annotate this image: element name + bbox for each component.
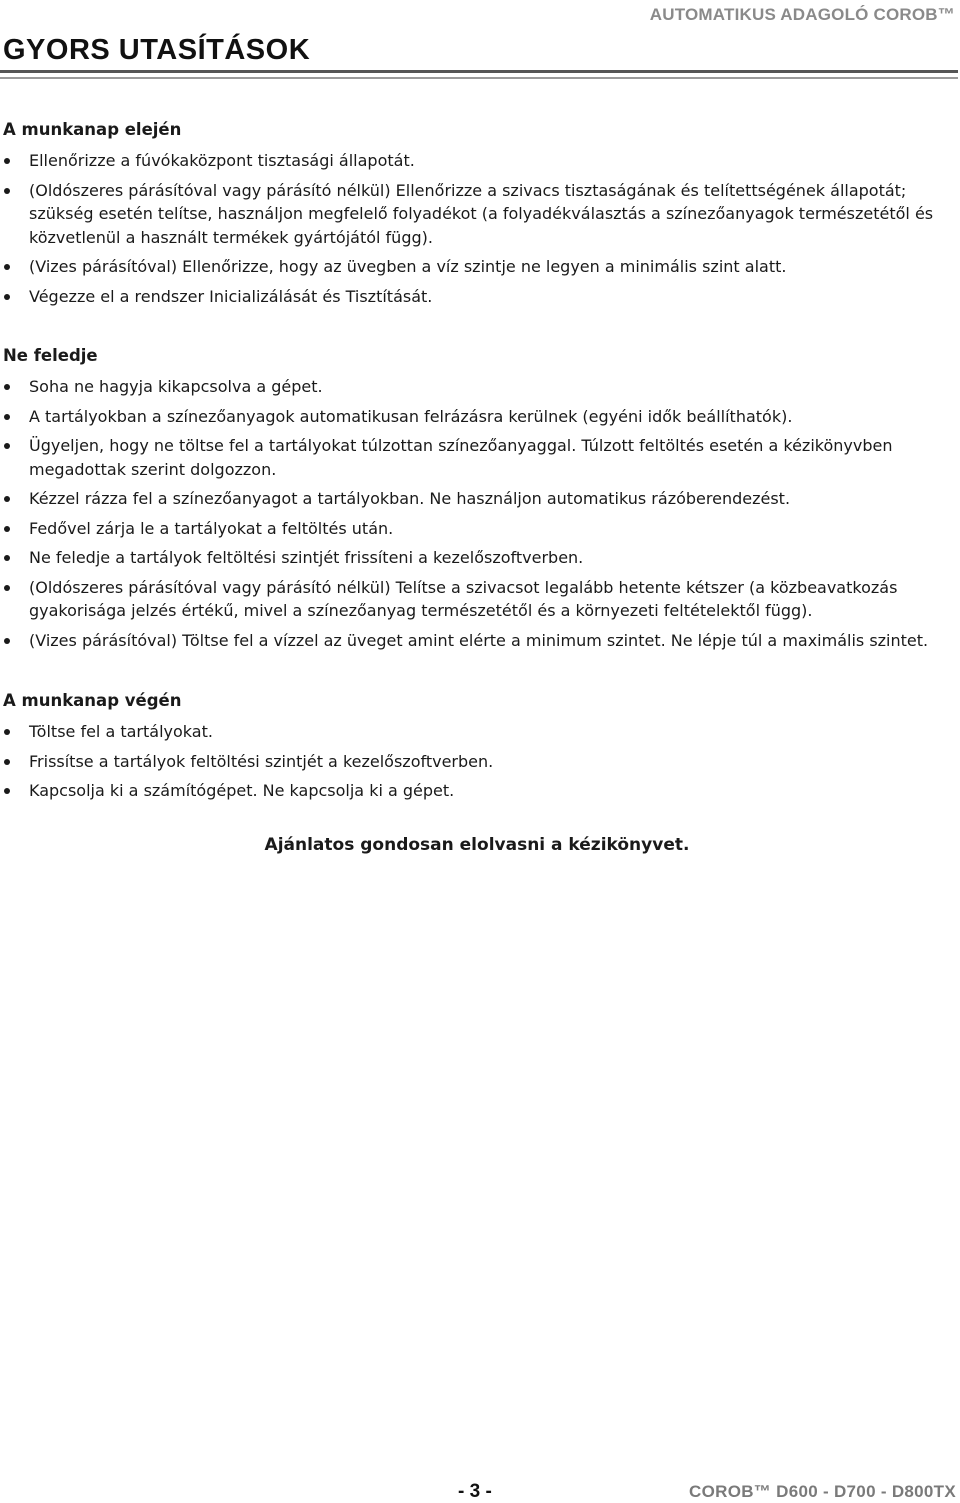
page-title: GYORS UTASÍTÁSOK xyxy=(3,34,311,66)
section-end-of-day xyxy=(3,689,957,803)
list-item-text: Töltse fel a tartályokat. xyxy=(29,722,213,741)
section-start-of-day xyxy=(3,118,957,308)
list-item-text: Ellenőrizze a fúvókaközpont tisztasági állapotát. xyxy=(29,151,415,170)
list-item xyxy=(3,434,957,481)
list-item xyxy=(3,255,957,279)
header-product-name: AUTOMATIKUS ADAGOLÓ COROB™ xyxy=(649,5,955,24)
header-divider-thin xyxy=(0,77,958,79)
list-item-text: Ügyeljen, hogy ne töltse fel a tartályokat túlzottan színezőanyaggal. Túlzott feltöltés esetén a kézikönyvben megadottak szerint dolgozzon. xyxy=(29,436,893,479)
list-item xyxy=(3,750,957,774)
list-item-text: (Vizes párásítóval) Töltse fel a vízzel az üveget amint elérte a minimum szintet. Ne lépje túl a maximális szintet. xyxy=(29,630,929,650)
list-item xyxy=(3,375,957,399)
footer-model: COROB™ D600 - D700 - D800TX xyxy=(689,1482,956,1501)
list-item xyxy=(3,517,957,541)
list-item-text: Kézzel rázza fel a színezőanyagot a tartályokban. Ne használjon automatikus rázóberendezést. xyxy=(29,489,791,508)
list-item xyxy=(3,405,957,429)
page-number: - 3 - xyxy=(458,1481,492,1502)
bullet-list xyxy=(3,149,957,308)
section-remember xyxy=(3,344,957,652)
list-item xyxy=(3,720,957,744)
bullet-list xyxy=(3,375,957,652)
bullet-list xyxy=(3,720,957,803)
list-item-text: (Oldószeres párásítóval vagy párásító nélkül) Telítse a szivacsot legalább hetente kétszer (a közbeavatkozás gyakorisága jelzés értékű, mivel a színezőanyag természetétől és a környezeti feltételektől függ). xyxy=(29,577,898,620)
list-item-text: Soha ne hagyja kikapcsolva a gépet. xyxy=(29,377,323,396)
list-item xyxy=(3,285,957,309)
list-item-text: (Vizes párásítóval) Ellenőrizze, hogy az üvegben a víz szintje ne legyen a minimális szint alatt. xyxy=(29,257,787,276)
header-divider-thick xyxy=(0,70,958,73)
list-item-text: A tartályokban a színezőanyagok automatikusan felrázásra kerülnek (egyéni idők beállíthatók). xyxy=(29,406,793,426)
list-item-text: Végezze el a rendszer Inicializálását és Tisztítását. xyxy=(29,286,433,306)
list-item-text: Frissítse a tartályok feltöltési szintjét a kezelőszoftverben. xyxy=(29,751,494,771)
list-item-text: Kapcsolja ki a számítógépet. Ne kapcsolja ki a gépet. xyxy=(29,781,455,800)
list-item xyxy=(3,576,957,623)
closing-note: Ajánlatos gondosan elolvasni a kézikönyvet. xyxy=(264,834,690,855)
section-heading: A munkanap végén xyxy=(3,691,182,710)
main-content xyxy=(3,118,957,855)
section-spacer xyxy=(3,314,957,344)
list-item xyxy=(3,546,957,570)
list-item-text: Ne feledje a tartályok feltöltési szintjét frissíteni a kezelőszoftverben. xyxy=(29,548,584,567)
list-item xyxy=(3,779,957,803)
list-item xyxy=(3,487,957,511)
list-item xyxy=(3,179,957,250)
section-spacer xyxy=(3,658,957,689)
list-item-text: Fedővel zárja le a tartályokat a feltöltés után. xyxy=(29,518,394,538)
section-heading: Ne feledje xyxy=(3,346,98,365)
section-heading: A munkanap elején xyxy=(3,120,182,139)
list-item-text: (Oldószeres párásítóval vagy párásító nélkül) Ellenőrizze a szivacs tisztaságának és telítettségének állapotát; szükség esetén telítse, használjon megfelelő folyadékot (a folyadékválasztás a színezőanyagok természetétől és közvetlenül a használt termékek gyártójától függ). xyxy=(29,180,934,247)
list-item xyxy=(3,149,957,173)
list-item xyxy=(3,629,957,653)
